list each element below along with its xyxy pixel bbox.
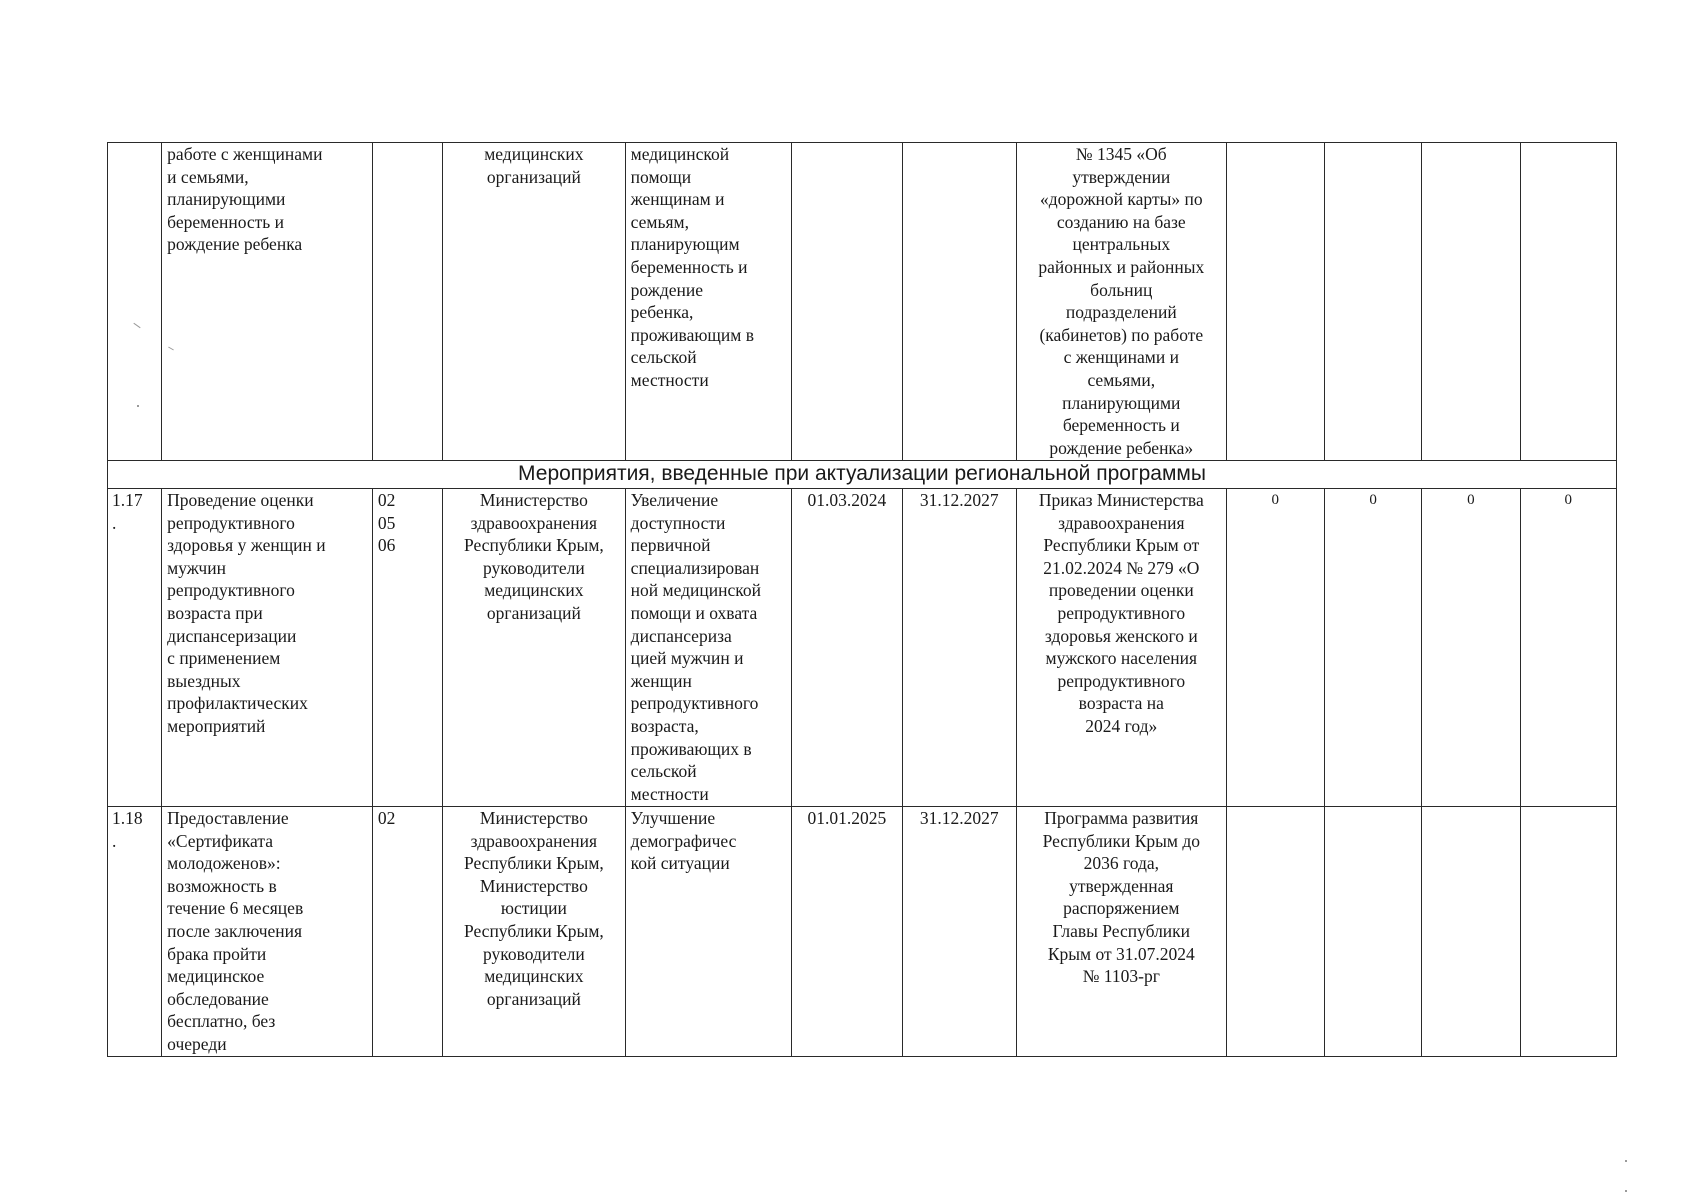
funding-cell-4: [1520, 807, 1616, 1057]
result-cell: Улучшение демографичес кой ситуации: [625, 807, 792, 1057]
funding-cell-1: [1226, 807, 1324, 1057]
section-title: Мероприятия, введенные при актуализации региональной программы: [108, 461, 1617, 489]
executors-cell: Министерство здравоохранения Республики Крым, Министерство юстиции Республики Крым, руководители медицинских организаций: [443, 807, 626, 1057]
funding-cell-2: [1324, 143, 1421, 461]
row-number-cell: 1.18 .: [108, 807, 162, 1057]
funding-cell-3: 0: [1422, 489, 1520, 807]
executors-cell: Министерство здравоохранения Республики Крым, руководители медицинских организаций: [443, 489, 626, 807]
funding-cell-1: 0: [1226, 489, 1324, 807]
table-row: [108, 807, 1617, 1057]
basis-document-cell: Приказ Министерства здравоохранения Республики Крым от 21.02.2024 № 279 «О проведении оценки репродуктивного здоровья женского и мужского населения репродуктивного возраста на 2024 год»: [1016, 489, 1226, 807]
funding-cell-4: [1520, 143, 1616, 461]
result-cell: Увеличение доступности первичной специализирован ной медицинской помощи и охвата диспансериза цией мужчин и женщин репродуктивного возраста, проживающих в сельской местности: [625, 489, 792, 807]
end-date-cell: [902, 143, 1016, 461]
scan-speck: [1625, 1190, 1627, 1192]
funding-cell-4: 0: [1520, 489, 1616, 807]
codes-cell: 02: [372, 807, 442, 1057]
section-header-row: [108, 461, 1617, 489]
executors-cell: медицинских организаций: [443, 143, 626, 461]
funding-cell-1: [1226, 143, 1324, 461]
funding-cell-2: 0: [1324, 489, 1421, 807]
end-date-cell: 31.12.2027: [902, 807, 1016, 1057]
start-date-cell: 01.03.2024: [792, 489, 902, 807]
funding-cell-3: [1422, 143, 1520, 461]
end-date-cell: 31.12.2027: [902, 489, 1016, 807]
codes-cell: [372, 143, 442, 461]
codes-cell: 02 05 06: [372, 489, 442, 807]
start-date-cell: 01.01.2025: [792, 807, 902, 1057]
table-row-continued: [108, 143, 1617, 461]
row-number-cell: 1.17 .: [108, 489, 162, 807]
funding-cell-3: [1422, 807, 1520, 1057]
basis-document-cell: № 1345 «Об утверждении «дорожной карты» по созданию на базе центральных районных и районных больниц подразделений (кабинетов) по работе с женщинами и семьями, планирующими беременность и рождение ребенка»: [1016, 143, 1226, 461]
start-date-cell: [792, 143, 902, 461]
activity-cell: работе с женщинами и семьями, планирующими беременность и рождение ребенка: [162, 143, 373, 461]
activity-cell: Проведение оценки репродуктивного здоровья у женщин и мужчин репродуктивного возраста при диспансеризации с применением выездных профилактических мероприятий: [162, 489, 373, 807]
program-activities-table: [107, 142, 1617, 1057]
table-row: [108, 489, 1617, 807]
scan-speck: [1625, 1160, 1627, 1162]
row-number-cell: [108, 143, 162, 461]
funding-cell-2: [1324, 807, 1421, 1057]
activity-cell: Предоставление «Сертификата молодоженов»: возможность в течение 6 месяцев после заключения брака пройти медицинское обследование бесплатно, без очереди: [162, 807, 373, 1057]
result-cell: медицинской помощи женщинам и семьям, планирующим беременность и рождение ребенка, проживающим в сельской местности: [625, 143, 792, 461]
basis-document-cell: Программа развития Республики Крым до 2036 года, утвержденная распоряжением Главы Республики Крым от 31.07.2024 № 1103-рг: [1016, 807, 1226, 1057]
